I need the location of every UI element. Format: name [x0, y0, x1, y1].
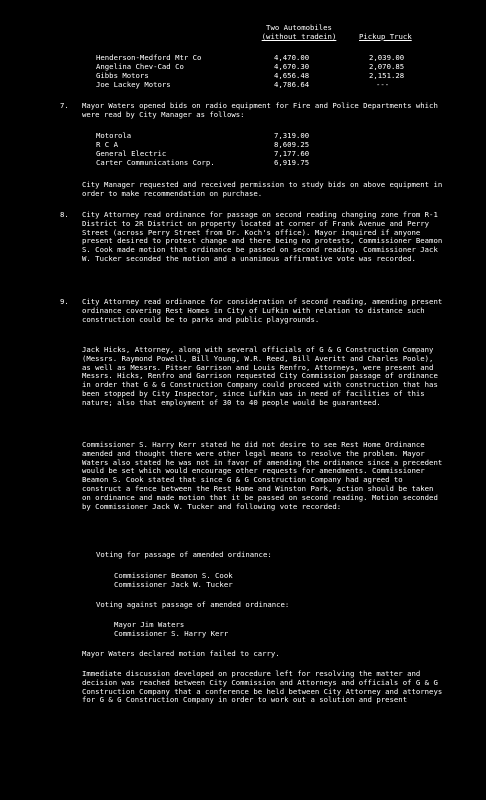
vote-for-name: Commissioner Beamon S. Cook [114, 571, 233, 580]
item9-para3: Commissioner S. Harry Kerr stated he did not desire to see Rest Home Ordinance amended and thought there were other legal means to resolve the problem. Mayor Waters also stated he was not in favor of amending the ordinance since a precedent would be set which would encourage other requests for amendments. Commissioner Beamon S. Cook stated that since G & G Construction Company had agreed to construct a fence between the Rest Home and Winston Park, action should be taken on ordinance and made motion that it be passed on second reading. Motion seconded by Commissioner Jack W. Tucker and following vote recorded: [82, 440, 443, 511]
item9-para4: Immediate discussion developed on procedure left for resolving the matter and decision was reached between City Commission and Attorneys and officials of G & G Construction Company that a conference be held between City Attorney and attorneys for G & G Construction Company in order to work out a solution and present [82, 669, 443, 705]
item7-closing: City Manager requested and received permission to study bids on above equipment in order to make recommendation on purchase. [82, 180, 443, 198]
radio-bidder-name: General Electric [96, 149, 167, 158]
auto-bid: 4,786.64 [274, 80, 310, 89]
item9-para2: Jack Hicks, Attorney, along with several officials of G & G Construction Company (Messrs. Raymond Powell, Bill Young, W.R. Reed, Bill Averitt and Charles Poole), as well as Messrs. Pitser Garrison and Louis Renfro, Attorneys, were present and Messrs. Hicks, Renfro and Garrison requested City Commission passage of ordinance in order that G & G Construction Company could proceed with construction that has been stopped by City Inspector, since Lufkin was in need of facilities of this nature; also that employment of 30 to 40 people would be guaranteed. [82, 345, 438, 407]
vote-for-label: Voting for passage of amended ordinance: [96, 550, 272, 559]
auto-bid: 4,656.48 [274, 71, 310, 80]
radio-bid-amount: 6,919.75 [274, 158, 310, 167]
radio-bidder-name: R C A [96, 140, 118, 149]
auto-bid: 4,470.00 [274, 53, 310, 62]
item8-number: 8. [60, 210, 69, 219]
radio-bid-amount: 7,177.60 [274, 149, 310, 158]
bidder-name: Henderson-Medford Mtr Co [96, 53, 202, 62]
vote-against-name: Mayor Jim Waters [114, 620, 185, 629]
item7-intro: Mayor Waters opened bids on radio equipment for Fire and Police Departments which were read by City Manager as follows: [82, 101, 438, 119]
bidder-name: Gibbs Motors [96, 71, 149, 80]
bidder-name: Angelina Chev-Cad Co [96, 62, 184, 71]
truck-bid: 2,070.85 [369, 62, 405, 71]
table1-header-truck: Pickup Truck [359, 32, 412, 41]
truck-bid: --- [376, 80, 390, 89]
vote-for-name: Commissioner Jack W. Tucker [114, 580, 233, 589]
item8-text: City Attorney read ordinance for passage on second reading changing zone from R-1 District to 2R District on property located at corner of Frank Avenue and Perry Street (across Perry Street from Dr. Koch's office). Mayor inquired if anyone present desired to protest change and there being no protests, Commissioner Beamon S. Cook made motion that ordinance be passed on second reading. Commissioner Jack W. Tucker seconded the motion and a unanimous affirmative vote was recorded. [82, 210, 443, 263]
item9-para1: City Attorney read ordinance for consideration of second reading, amending present ordinance covering Rest Homes in City of Lufkin with relation to distance such construction could be to parks and public playgrounds. [82, 297, 443, 324]
radio-bid-amount: 7,319.00 [274, 131, 310, 140]
item7-number: 7. [60, 101, 69, 110]
vote-against-name: Commissioner S. Harry Kerr [114, 629, 229, 638]
table1-header-autos-line1: Two Automobiles [266, 23, 332, 32]
item9-number: 9. [60, 297, 69, 306]
radio-bidder-name: Carter Communications Corp. [96, 158, 215, 167]
truck-bid: 2,151.28 [369, 71, 405, 80]
radio-bid-amount: 8,609.25 [274, 140, 310, 149]
motion-result: Mayor Waters declared motion failed to carry. [82, 649, 280, 658]
table1-header-autos-line2: (without tradein) [261, 31, 337, 41]
radio-bidder-name: Motorola [96, 131, 132, 140]
truck-bid: 2,039.00 [369, 53, 405, 62]
bidder-name: Joe Lackey Motors [96, 80, 171, 89]
vote-against-label: Voting against passage of amended ordinance: [96, 600, 290, 609]
table1-header-autos [244, 24, 354, 42]
auto-bid: 4,670.30 [274, 62, 310, 71]
